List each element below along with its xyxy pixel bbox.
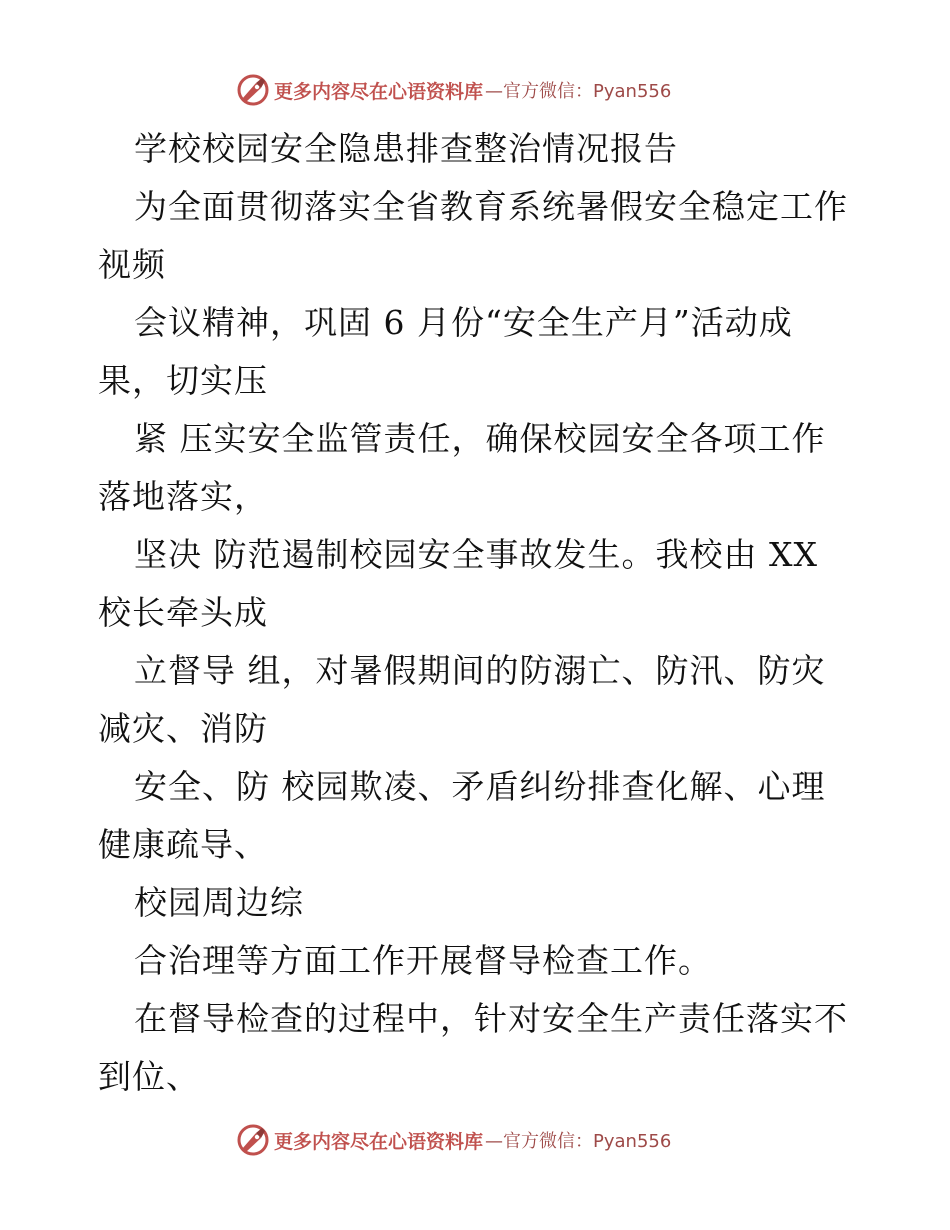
text-line: 紧 压实安全监管责任，确保校园安全各项工作 (134, 419, 826, 458)
watermark-text: 更多内容尽在心语资料库 (274, 1130, 484, 1153)
watermark-footer (236, 1120, 716, 1160)
text-line: 视频 (98, 245, 166, 284)
text-line: 坚决 防范遏制校园安全事故发生。我校由 XX (134, 535, 818, 574)
document-title: 学校校园安全隐患排查整治情况报告 (134, 129, 678, 168)
text-line: 到位、 (98, 1057, 200, 1096)
text-line: 减灾、消防 (98, 709, 268, 748)
pen-nib-logo-icon (236, 1123, 270, 1157)
text-line: 落地落实， (98, 477, 268, 516)
text-line: 为全面贯彻落实全省教育系统暑假安全稳定工作 (134, 187, 848, 226)
pen-nib-logo-icon (236, 73, 270, 107)
text-line: 安全、防 校园欺凌、矛盾纠纷排查化解、心理 (134, 767, 826, 806)
watermark-header (236, 70, 716, 110)
text-line: 果，切实压 (98, 361, 268, 400)
text-line: 合治理等方面工作开展督导检查工作。 (134, 941, 712, 980)
watermark-subtext: —官方微信：Pyan556 (485, 81, 672, 102)
watermark-subtext: —官方微信：Pyan556 (485, 1131, 672, 1152)
document-body (98, 120, 858, 1106)
text-line: 立督导 组，对暑假期间的防溺亡、防汛、防灾 (134, 651, 826, 690)
watermark-text: 更多内容尽在心语资料库 (274, 80, 484, 103)
text-line: 校长牵头成 (98, 593, 268, 632)
text-line: 在督导检查的过程中，针对安全生产责任落实不 (134, 999, 848, 1038)
text-line: 会议精神，巩固 6 月份“安全生产月”活动成 (134, 303, 793, 342)
text-line: 校园周边综 (134, 883, 304, 922)
text-line: 健康疏导、 (98, 825, 268, 864)
